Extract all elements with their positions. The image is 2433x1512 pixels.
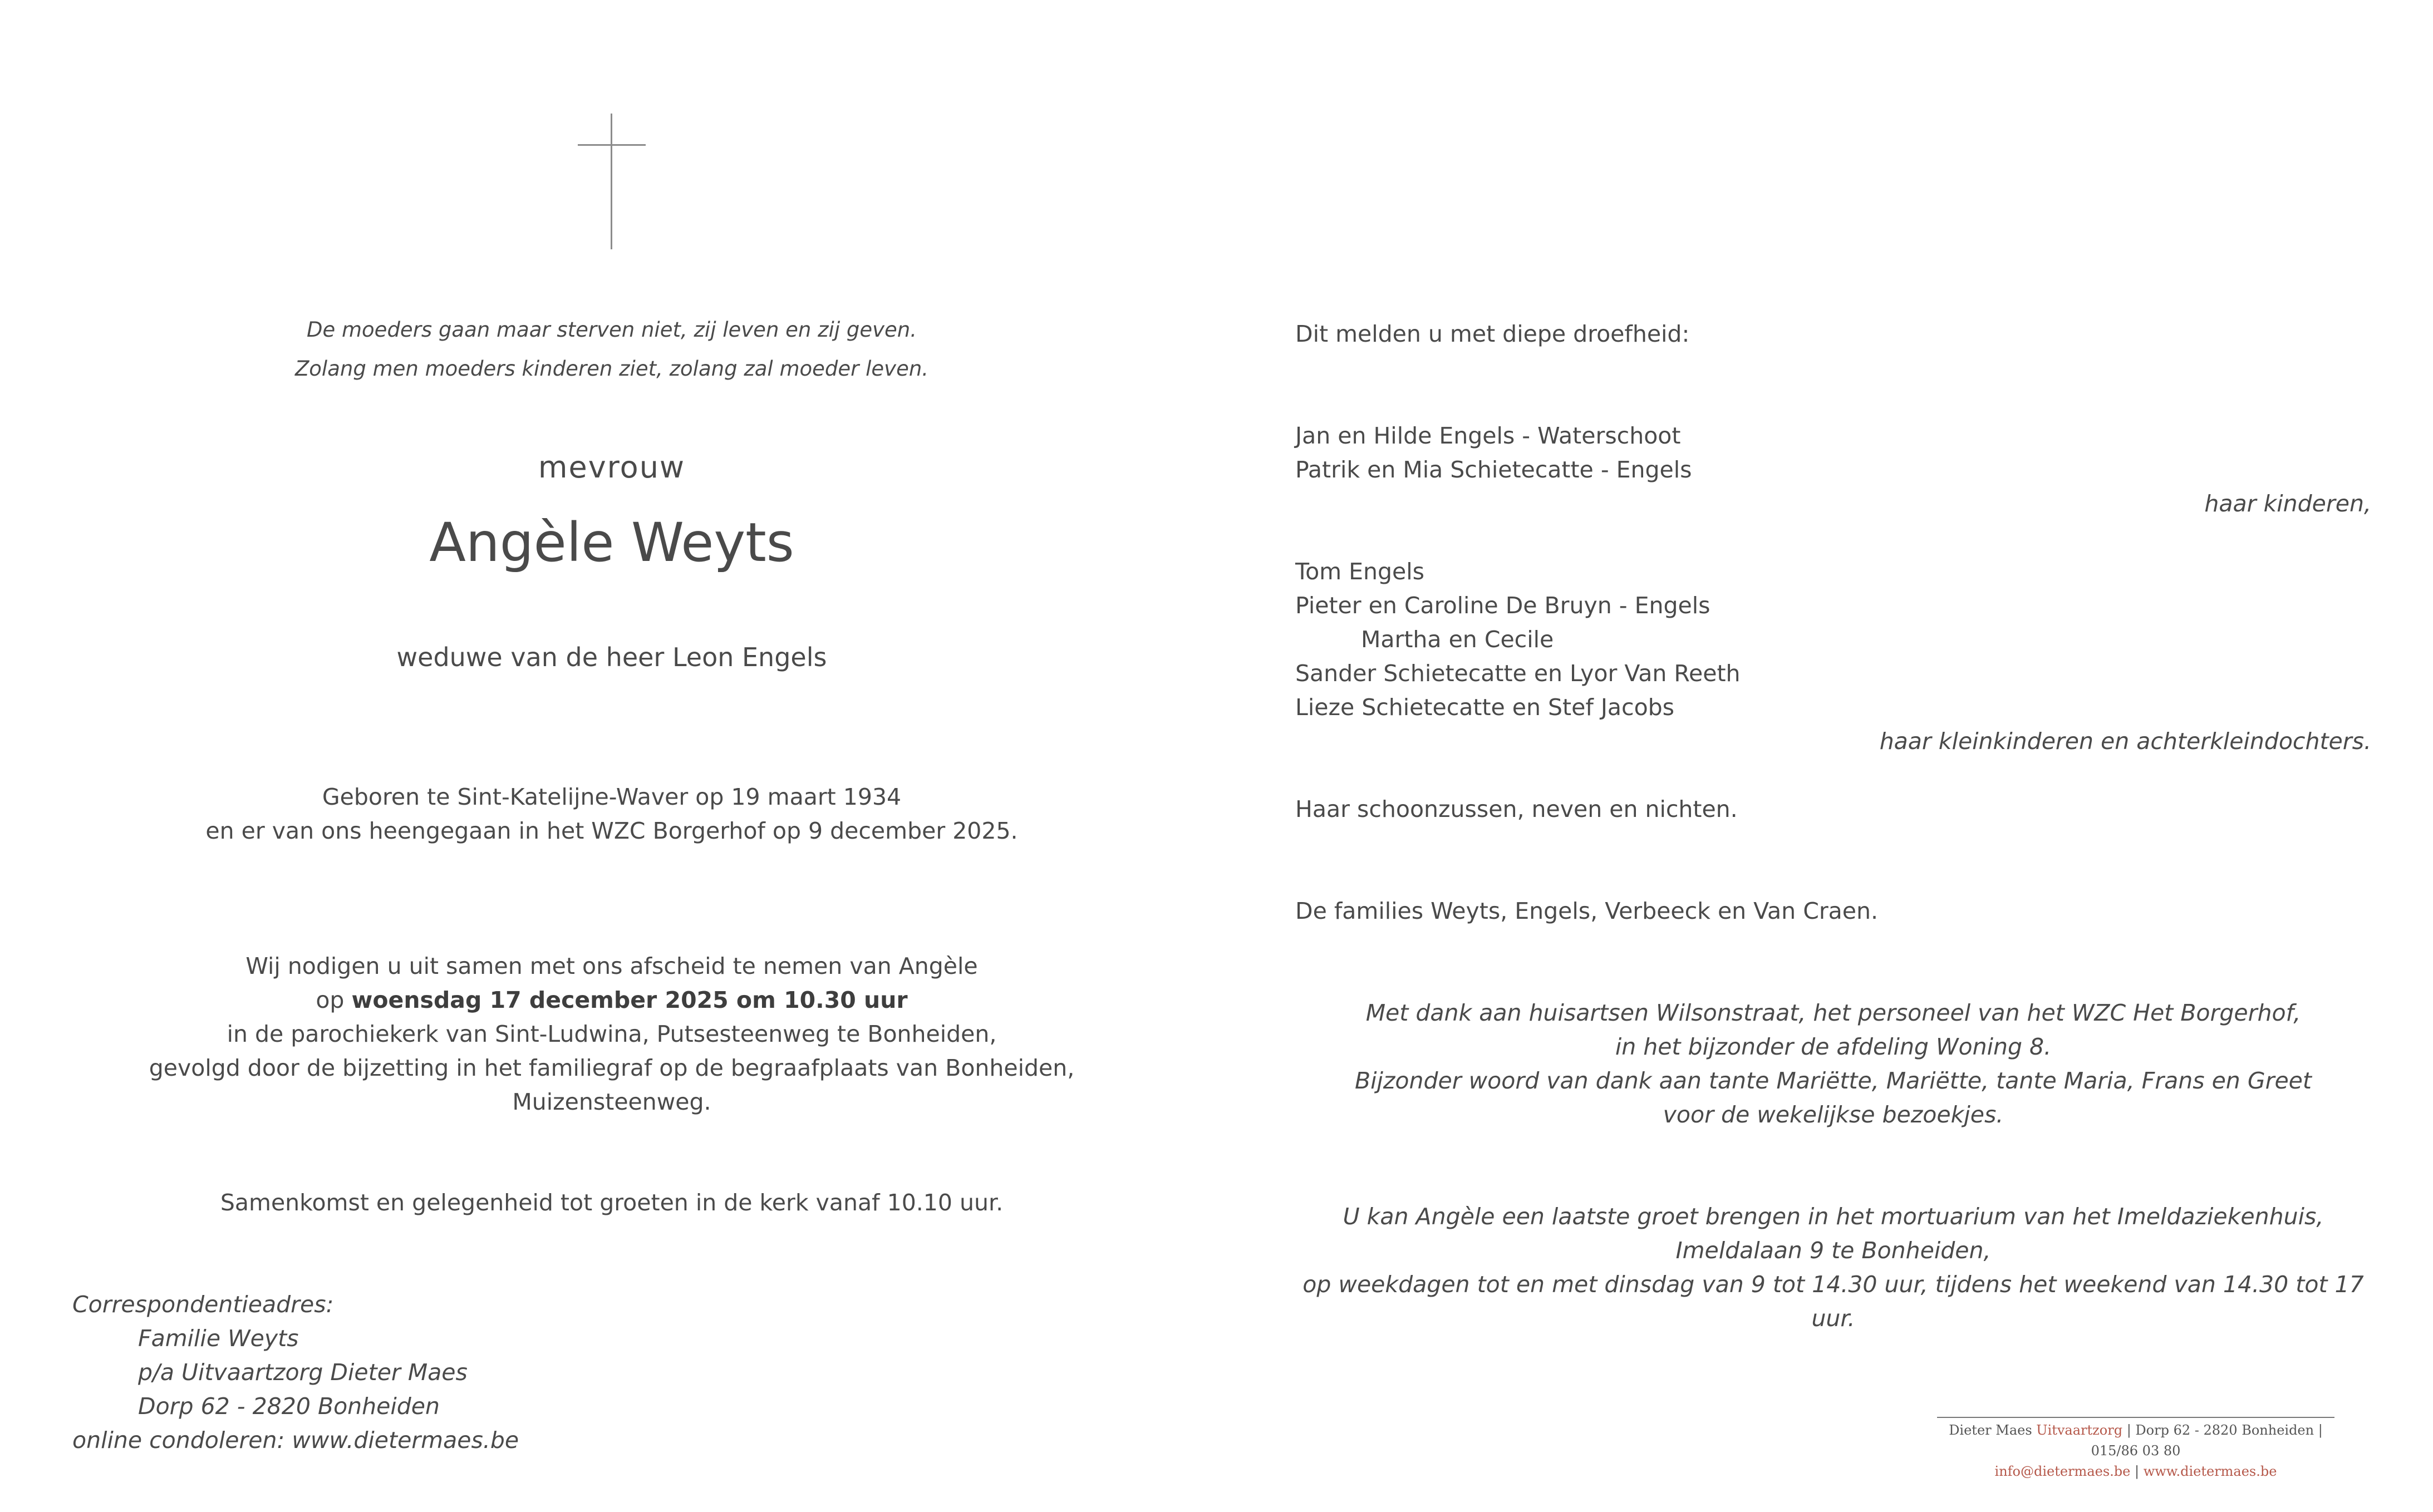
children-list xyxy=(1295,419,2371,521)
address-line: Familie Weyts xyxy=(138,1325,299,1352)
footer-divider xyxy=(1937,1417,2334,1418)
correspondence-address xyxy=(72,1288,519,1457)
birth-line: Geboren te Sint-Katelijne-Waver op 19 maart 1934 xyxy=(322,784,902,810)
announcement-intro: Dit melden u met diepe droefheid: xyxy=(1295,321,1690,347)
invitation-line: in de parochiekerk van Sint-Ludwina, Putsesteenweg te Bonheiden, xyxy=(227,1021,997,1047)
correspondence-label: Correspondentieadres: xyxy=(72,1291,334,1318)
quote-line: Zolang men moeders kinderen ziet, zolang zal moeder leven. xyxy=(294,357,929,381)
footer-name: Dieter Maes xyxy=(1949,1422,2037,1438)
thanks-note xyxy=(1295,996,2371,1132)
thanks-line: Bijzonder woord van dank aan tante Mariëtte, Mariëtte, tante Maria, Frans en Greet xyxy=(1355,1067,2312,1094)
families: De families Weyts, Engels, Verbeeck en Van Craen. xyxy=(1295,898,1879,924)
in-laws: Haar schoonzussen, neven en nichten. xyxy=(1295,796,1738,823)
widow-of: weduwe van de heer Leon Engels xyxy=(396,642,827,672)
funeral-invitation xyxy=(61,949,1162,1119)
family-member: Patrik en Mia Schietecatte - Engels xyxy=(1295,456,1692,483)
cross-vertical-bar xyxy=(611,114,612,249)
footer-line-2 xyxy=(1937,1461,2334,1482)
birth-death-info xyxy=(61,780,1162,848)
online-condolences: online condoleren: www.dietermaes.be xyxy=(72,1427,519,1454)
family-member: Jan en Hilde Engels - Waterschoot xyxy=(1295,422,1681,449)
mortuary-info xyxy=(1295,1200,2371,1336)
address-line: Dorp 62 - 2820 Bonheiden xyxy=(138,1393,440,1420)
thanks-line: in het bijzonder de afdeling Woning 8. xyxy=(1615,1033,2052,1060)
salutation: mevrouw xyxy=(538,450,686,485)
family-member: Tom Engels xyxy=(1295,558,1425,585)
invitation-line: gevolgd door de bijzetting in het familiegraf op de begraafplaats van Bonheiden, Muizensteenweg. xyxy=(149,1055,1075,1115)
memorial-quote xyxy=(61,311,1162,388)
family-member: Sander Schietecatte en Lyor Van Reeth xyxy=(1295,660,1741,687)
quote-line: De moeders gaan maar sterven niet, zij leven en zij geven. xyxy=(306,318,917,342)
footer-address: | Dorp 62 - 2820 Bonheiden | 015/86 03 80 xyxy=(2091,1422,2323,1459)
thanks-line: voor de wekelijkse bezoekjes. xyxy=(1663,1101,2004,1128)
address-line: p/a Uitvaartzorg Dieter Maes xyxy=(138,1359,468,1386)
funeral-home-footer xyxy=(1937,1417,2334,1482)
footer-website-link[interactable]: www.dietermaes.be xyxy=(2143,1464,2277,1479)
meeting-info: Samenkomst en gelegenheid tot groeten in de kerk vanaf 10.10 uur. xyxy=(220,1189,1004,1216)
family-member: Martha en Cecile xyxy=(1361,626,1554,653)
death-line: en er van ons heengegaan in het WZC Borgerhof op 9 december 2025. xyxy=(205,817,1018,844)
family-member: Lieze Schietecatte en Stef Jacobs xyxy=(1295,694,1675,721)
invitation-prefix: op xyxy=(316,987,352,1013)
invitation-datetime xyxy=(61,983,1162,1017)
footer-email-link[interactable]: info@dietermaes.be xyxy=(1994,1464,2131,1479)
footer-line-1 xyxy=(1937,1420,2334,1461)
funeral-datetime: woensdag 17 december 2025 om 10.30 uur xyxy=(351,987,908,1013)
footer-brand: Uitvaartzorg xyxy=(2036,1422,2123,1438)
thanks-line: Met dank aan huisartsen Wilsonstraat, het personeel van het WZC Het Borgerhof, xyxy=(1365,999,2301,1026)
children-role: haar kinderen, xyxy=(2204,490,2371,517)
mortuary-line: U kan Angèle een laatste groet brengen in het mortuarium van het Imeldaziekenhuis, Imeldalaan 9 te Bonheiden, xyxy=(1343,1203,2324,1264)
grandchildren-list xyxy=(1295,555,2371,759)
deceased-name: Angèle Weyts xyxy=(429,511,794,574)
mortuary-line: op weekdagen tot en met dinsdag van 9 tot 14.30 uur, tijdens het weekend van 14.30 tot 17 uur. xyxy=(1302,1271,2364,1332)
footer-separator: | xyxy=(2130,1464,2144,1479)
grandchildren-role: haar kleinkinderen en achterkleindochters. xyxy=(1879,728,2371,755)
invitation-line: Wij nodigen u uit samen met ons afscheid te nemen van Angèle xyxy=(245,953,978,979)
family-member: Pieter en Caroline De Bruyn - Engels xyxy=(1295,592,1711,619)
cross-horizontal-bar xyxy=(578,144,646,146)
